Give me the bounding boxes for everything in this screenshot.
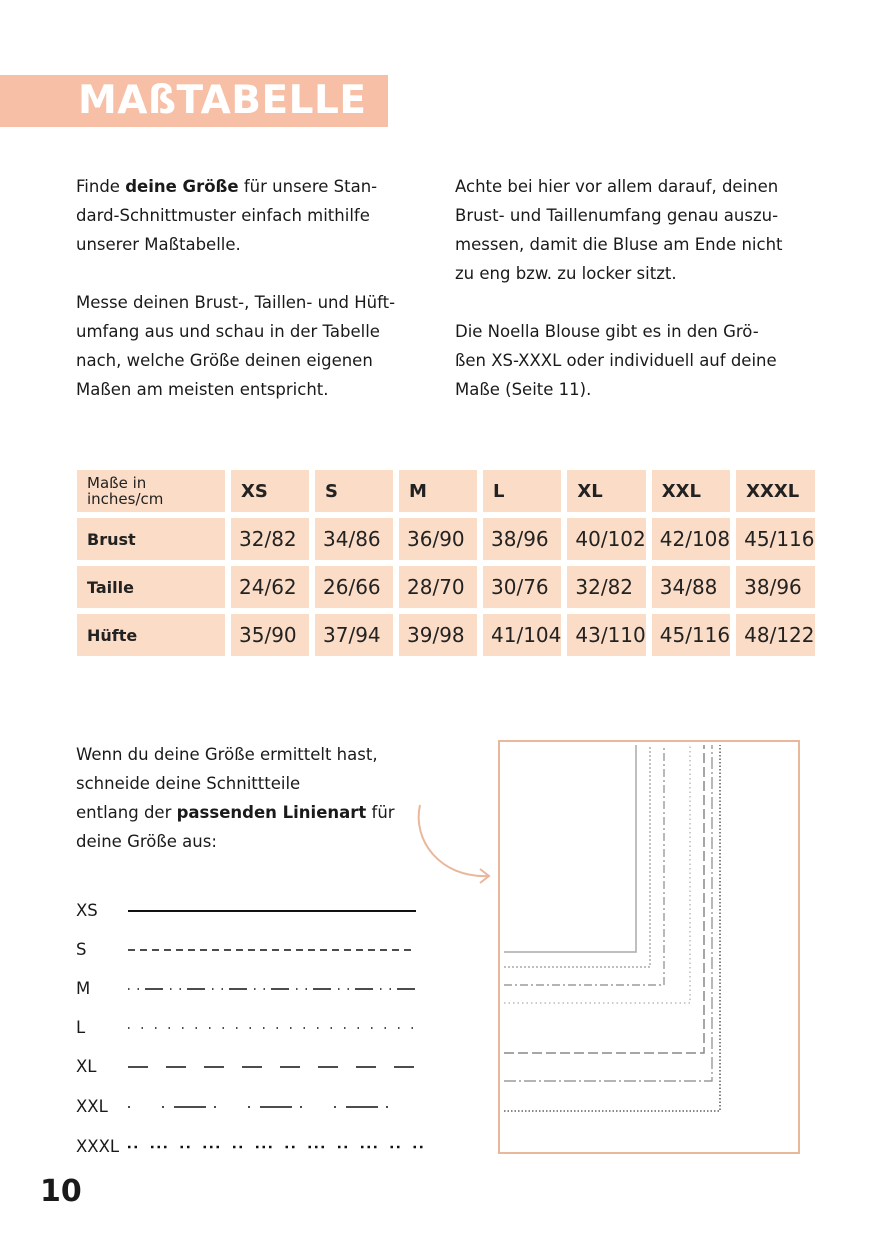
size-header-xl: XL <box>567 470 645 512</box>
intro-right-p1-line2: Brust- und Taillenumfang genau auszu- <box>455 206 779 225</box>
size-table <box>71 464 821 662</box>
curved-arrow-icon <box>410 800 500 890</box>
row-label-taille: Taille <box>77 566 225 608</box>
intro-right-paragraph-1 <box>455 172 815 288</box>
legend-item-l <box>76 1013 436 1043</box>
legend-item-s <box>76 935 436 965</box>
table-cell: 36/90 <box>399 518 477 560</box>
table-cell: 45/116 <box>736 518 814 560</box>
table-cell: 43/110 <box>567 614 645 656</box>
intro-left-p2-line1: Messe deinen Brust-, Taillen- und Hüft- <box>76 293 396 312</box>
size-header-xxl: XXL <box>652 470 730 512</box>
row-label-brust: Brust <box>77 518 225 560</box>
size-header-xxxl: XXXL <box>736 470 814 512</box>
legend-intro-line2: schneide deine Schnittteile <box>76 774 301 793</box>
legend-label: S <box>76 940 87 959</box>
intro-left-paragraph-1 <box>76 172 436 259</box>
line-dot-clusters <box>128 1132 428 1162</box>
page-title: MAßTABELLE <box>78 78 367 123</box>
table-cell: 32/82 <box>567 566 645 608</box>
legend-label: XL <box>76 1057 97 1076</box>
legend-item-xxl <box>76 1092 436 1122</box>
intro-right-p2-line3: Maße (Seite 11). <box>455 380 592 399</box>
intro-left-p1-line3: unserer Maßtabelle. <box>76 235 241 254</box>
table-row-brust <box>77 518 815 560</box>
table-cell: 35/90 <box>231 614 309 656</box>
line-dashed <box>128 935 428 965</box>
size-table-header-row <box>77 470 815 512</box>
legend-label: M <box>76 979 91 998</box>
intro-left-p2-line4: Maßen am meisten entspricht. <box>76 380 329 399</box>
table-cell: 24/62 <box>231 566 309 608</box>
intro-right-p1-line1: Achte bei hier vor allem darauf, deinen <box>455 177 779 196</box>
intro-left-paragraph-2 <box>76 288 436 404</box>
legend-intro-line3: entlang der passenden Linienart für <box>76 803 395 822</box>
intro-right-paragraph-2 <box>455 317 815 404</box>
line-dotted <box>128 1013 428 1043</box>
intro-right-p2-line1: Die Noella Blouse gibt es in den Grö- <box>455 322 759 341</box>
table-cell: 37/94 <box>315 614 393 656</box>
table-row-taille <box>77 566 815 608</box>
legend-item-xs <box>76 896 436 926</box>
legend-label: XXXL <box>76 1137 120 1156</box>
legend-label: XXL <box>76 1097 108 1116</box>
line-long-dash <box>128 1052 428 1082</box>
table-cell: 45/116 <box>652 614 730 656</box>
intro-right-p1-line3: messen, damit die Bluse am Ende nicht <box>455 235 783 254</box>
bold-size-text: deine Größe <box>125 177 239 196</box>
table-cell: 34/88 <box>652 566 730 608</box>
table-cell: 42/108 <box>652 518 730 560</box>
table-cell: 48/122 <box>736 614 814 656</box>
table-row-huefte <box>77 614 815 656</box>
legend-item-xxxl <box>76 1132 436 1162</box>
table-cell: 39/98 <box>399 614 477 656</box>
intro-right-column <box>455 172 815 433</box>
intro-right-p2-line2: ßen XS-XXXL oder individuell auf deine <box>455 351 777 370</box>
legend-intro-line1: Wenn du deine Größe ermittelt hast, <box>76 745 378 764</box>
size-header-l: L <box>483 470 561 512</box>
intro-left-column <box>76 172 436 433</box>
legend-item-m <box>76 974 436 1004</box>
intro-left-p1-line1: Finde deine Größe für unsere Stan- <box>76 177 378 196</box>
row-label-huefte: Hüfte <box>77 614 225 656</box>
table-cell: 30/76 <box>483 566 561 608</box>
legend-intro-line4: deine Größe aus: <box>76 832 217 851</box>
table-cell: 32/82 <box>231 518 309 560</box>
table-cell: 41/104 <box>483 614 561 656</box>
size-table-corner: Maße in inches/cm <box>77 470 225 512</box>
cutting-lines-diagram <box>498 740 800 1154</box>
legend-label: XS <box>76 901 98 920</box>
legend-intro <box>76 740 436 856</box>
table-cell: 40/102 <box>567 518 645 560</box>
line-solid <box>128 896 428 926</box>
line-dot-dot-dash <box>128 974 428 1004</box>
page-number: 10 <box>40 1174 82 1209</box>
table-cell: 34/86 <box>315 518 393 560</box>
size-header-s: S <box>315 470 393 512</box>
intro-right-p1-line4: zu eng bzw. zu locker sitzt. <box>455 264 677 283</box>
size-header-m: M <box>399 470 477 512</box>
bold-linetype-text: passenden Linienart <box>176 803 367 822</box>
table-cell: 26/66 <box>315 566 393 608</box>
size-header-xs: XS <box>231 470 309 512</box>
intro-left-p1-line2: dard-Schnittmuster einfach mithilfe <box>76 206 370 225</box>
title-bar <box>0 75 388 127</box>
legend-item-xl <box>76 1052 436 1082</box>
line-dot-long-dash <box>128 1092 428 1122</box>
intro-left-p2-line3: nach, welche Größe deinen eigenen <box>76 351 373 370</box>
legend-label: L <box>76 1018 86 1037</box>
table-cell: 38/96 <box>483 518 561 560</box>
table-cell: 28/70 <box>399 566 477 608</box>
table-cell: 38/96 <box>736 566 814 608</box>
intro-left-p2-line2: umfang aus und schau in der Tabelle <box>76 322 380 341</box>
